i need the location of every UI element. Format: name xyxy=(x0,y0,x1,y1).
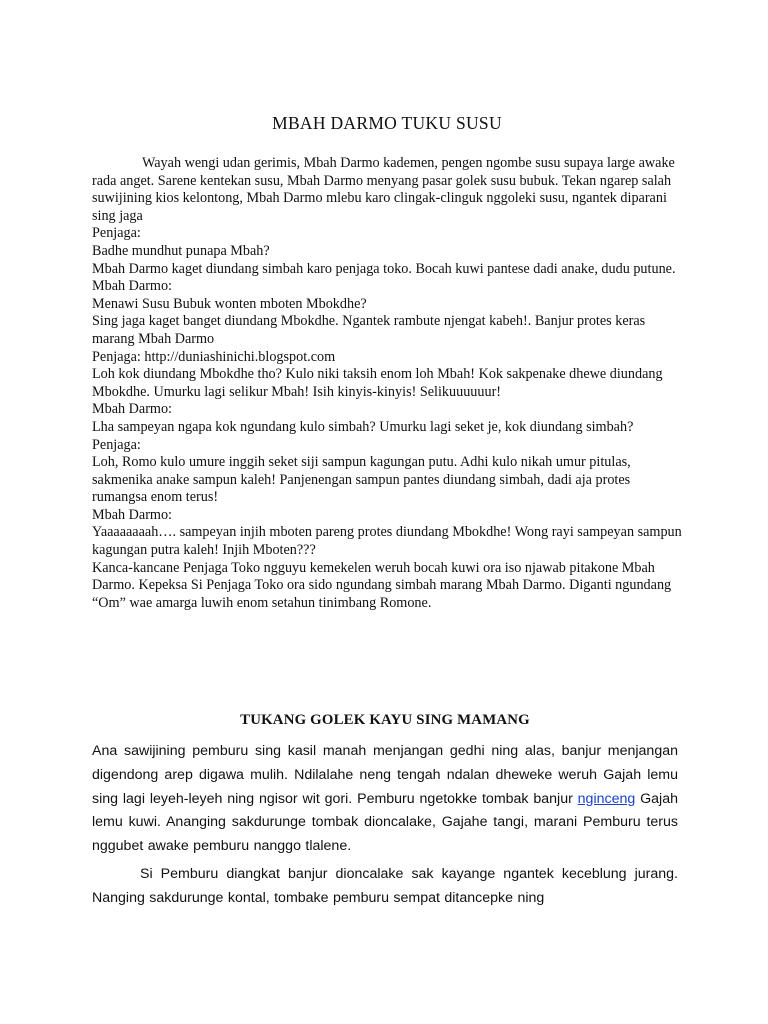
dialogue-line: Loh, Romo kulo umure inggih seket siji sampun kagungan putu. Adhi kulo nikah umur pitulas, sakmenika anake sampun kaleh! Panjenengan sampun pantes diundang simbah, dadi aja protes rumangsa enom terus! xyxy=(92,454,631,506)
speaker-label: Mbah Darmo: xyxy=(92,401,172,418)
dialogue-line: Badhe mundhut punapa Mbah? xyxy=(92,242,270,259)
dialogue-line: Yaaaaaaaah…. sampeyan injih mboten pareng protes diundang Mbokdhe! Wong rayi sampeyan sampun kagungan putra kaleh! Injih Mboten??? xyxy=(92,524,682,559)
story-paragraph: Wayah wengi udan gerimis, Mbah Darmo kademen, pengen ngombe susu supaya large awake rada anget. Sarene kentekan susu, Mbah Darmo menyang pasar golek susu bubuk. Tekan ngarep salah suwijining kios kelontong, Mbah Darmo mlebu karo clingak-clinguk nggoleki susu, ngantek diparani sing jaga xyxy=(92,155,675,224)
story-title: MBAH DARMO TUKU SUSU xyxy=(272,113,502,133)
speaker-label: Mbah Darmo: xyxy=(92,506,172,523)
story-mbah-darmo xyxy=(92,112,682,612)
dialogue-line: Loh kok diundang Mbokdhe tho? Kulo niki taksih enom loh Mbah! Kok sakpenake dhewe diundang Mbokdhe. Umurku lagi selikur Mbah! Isih kinyis-kinyis! Selikuuuuuur! xyxy=(92,366,663,400)
paragraph-text: Ana sawijining pemburu sing kasil manah menjangan gedhi ning alas, banjur menjangan digendong arep digawa mulih. Ndilalahe neng tengah ndalan dheweke weruh Gajah lemu sing lagi leyeh-leyeh ning ngisor wit gori. Pemburu ngetokke tombak banjur xyxy=(92,743,678,807)
story-paragraph xyxy=(92,740,678,859)
speaker-label: Mbah Darmo: xyxy=(92,278,172,295)
dialogue-line: Lha sampeyan ngapa kok ngundang kulo simbah? Umurku lagi seket je, kok diundang simbah? xyxy=(92,418,634,435)
nginceng-link[interactable]: nginceng xyxy=(577,790,636,807)
speaker-label: Penjaga: xyxy=(92,225,141,242)
story-paragraph: Kanca-kancane Penjaga Toko ngguyu kemekelen weruh bocah kuwi ora iso njawab pitakone Mbah Darmo. Kepeksa Si Penjaga Toko ora sido ngundang simbah marang Mbah Darmo. Diganti ngundang “Om” wae amarga luwih enom setahun tinimbang Romone. xyxy=(92,559,672,611)
story-title: TUKANG GOLEK KAYU SING MAMANG xyxy=(240,712,530,728)
story-paragraph: Mbah Darmo kaget diundang simbah karo penjaga toko. Bocah kuwi pantese dadi anake, dudu putune. xyxy=(92,260,676,277)
dialogue-line: Menawi Susu Bubuk wonten mboten Mbokdhe? xyxy=(92,295,367,312)
story-paragraph: Sing jaga kaget banget diundang Mbokdhe. Ngantek rambute njengat kabeh!. Banjur protes keras marang Mbah Darmo xyxy=(92,313,646,347)
story-paragraph: Si Pemburu diangkat banjur dioncalake sak kayange ngantek keceblung jurang. Nanging sakdurunge kontal, tombake pemburu sempat ditancepke ning xyxy=(92,865,678,906)
speaker-label: Penjaga: http://duniashinichi.blogspot.com xyxy=(92,348,336,365)
paragraph-text: Gajah lemu kuwi. Ananging sakdurunge tombak dioncalake, Gajahe tangi, marani Pemburu terus nggubet awake pemburu nanggo tlalene. xyxy=(92,790,678,855)
speaker-label: Penjaga: xyxy=(92,436,141,453)
story-tukang-golek-kayu xyxy=(92,708,678,915)
